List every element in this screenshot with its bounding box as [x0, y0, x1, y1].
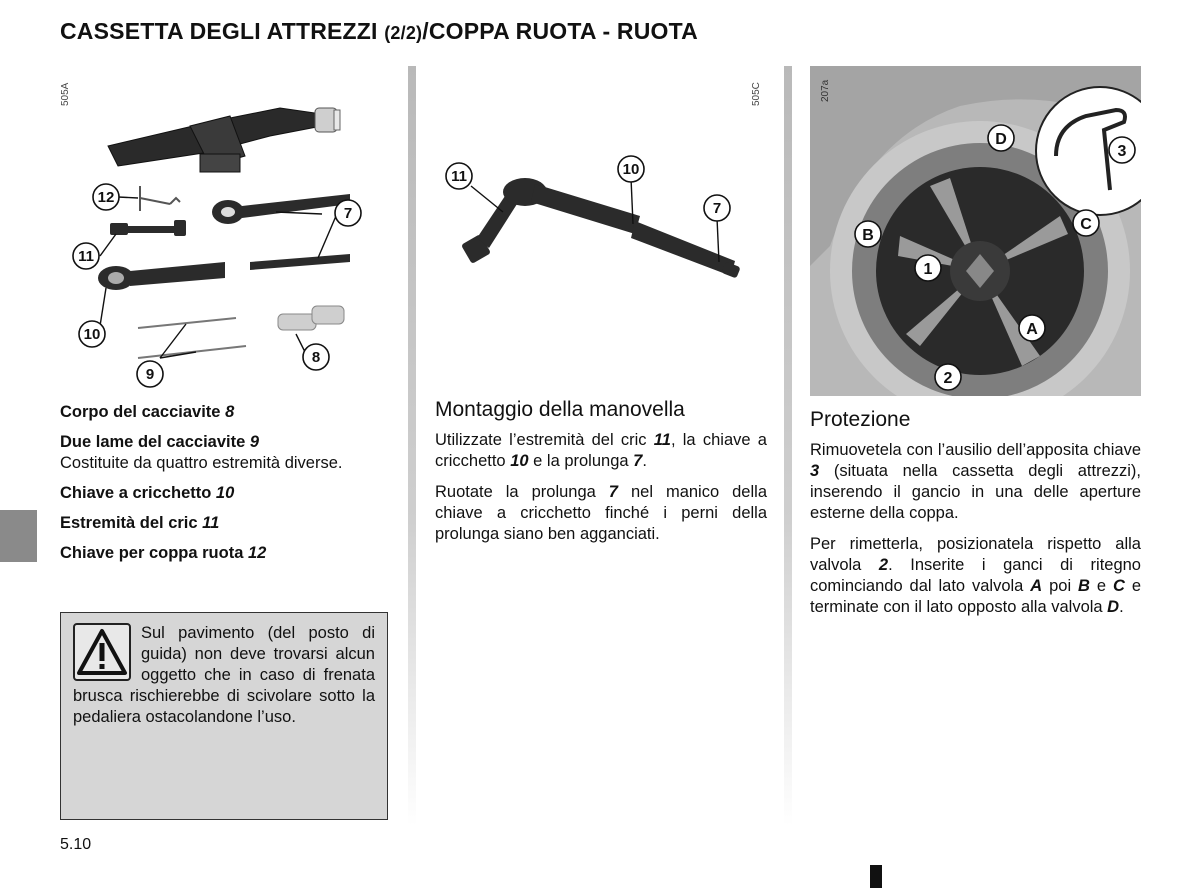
screwdriver-body: [278, 306, 344, 330]
callout-10: 10: [622, 161, 640, 178]
tools-column: [60, 66, 390, 573]
list-item: Estremità del cric 11: [60, 514, 220, 532]
callout-10: 10: [83, 326, 101, 343]
figure-code: 207a: [820, 79, 831, 102]
list-item: Chiave a cricchetto 10: [60, 484, 235, 502]
callout-3: 3: [1117, 143, 1127, 160]
callout-8: 8: [311, 349, 321, 366]
callout-C: C: [1080, 216, 1092, 233]
callout-11: 11: [451, 168, 467, 185]
callout-A: A: [1026, 321, 1038, 338]
hubcap-key: [140, 186, 180, 211]
jack-end: [110, 220, 186, 236]
crank-column: [435, 66, 767, 555]
ratchet-wrench: [98, 262, 225, 290]
column-divider: [408, 66, 416, 826]
section-heading: Protezione: [810, 408, 911, 431]
chapter-tab: [0, 510, 37, 562]
crank-drawing: [435, 66, 767, 386]
paragraph: Per rimetterla, posizionatela rispetto alla valvola 2. Inserite i ganci di ritegno cominciando dal lato valvola A poi B e C e terminate con il lato opposto alla valvola D.: [810, 535, 1141, 616]
column-divider: [784, 66, 792, 826]
callout-9: 9: [145, 366, 155, 383]
paragraph: Ruotate la prolunga 7 nel manico della chiave a cricchetto finché i perni della prolunga siano ben agganciati.: [435, 483, 767, 543]
figure-code: 505A: [60, 82, 71, 106]
list-item: Due lame del cacciavite 9 Costituite da quattro estremità diverse.: [60, 433, 343, 472]
paragraph: Utilizzate l’estremità del cric 11, la chiave a cricchetto 10 e la prolunga 7.: [435, 431, 767, 470]
callout-7: 7: [712, 200, 722, 217]
callout-7: 7: [343, 205, 353, 222]
section-heading: Montaggio della manovella: [435, 398, 685, 421]
callout-D: D: [995, 131, 1007, 148]
list-item: Corpo del cacciavite 8: [60, 403, 235, 421]
callout-11: 11: [78, 248, 94, 265]
warning-text: Sul pavimento (del posto di guida) non deve trovarsi alcun oggetto che in caso di frenata brusca rischierebbe di scivolare sotto la pedaliera ostacolandone l’uso.: [73, 624, 375, 726]
crank-illustration: [435, 66, 767, 386]
page-marker: [870, 865, 882, 888]
assembled-crank: [461, 178, 741, 279]
hubcap-column: [810, 66, 1141, 628]
callout-12: 12: [97, 189, 115, 206]
wheel-illustration: [810, 66, 1141, 396]
callout-B: B: [862, 227, 874, 244]
tool-list: [60, 402, 390, 564]
paragraph: Rimuovetela con l’ausilio dell’apposita chiave 3 (situata nella cassetta degli attrezzi), inserendo il gancio in una delle aperture esterne della coppa.: [810, 441, 1141, 522]
list-item: Chiave per coppa ruota 12: [60, 544, 267, 562]
scissor-jack: [108, 108, 340, 172]
toolkit-drawing: [60, 66, 390, 396]
warning-box: [60, 612, 388, 820]
wheel-photo: [810, 66, 1141, 396]
figure-code: 505C: [751, 82, 762, 106]
callout-1: 1: [923, 261, 933, 278]
toolkit-illustration: [60, 66, 390, 396]
page-number: 5.10: [60, 836, 92, 853]
warning-triangle-icon: [73, 623, 131, 681]
page-title: CASSETTA DEGLI ATTREZZI (2/2)/COPPA RUOTA - RUOTA: [60, 18, 698, 44]
callout-2: 2: [943, 370, 953, 387]
